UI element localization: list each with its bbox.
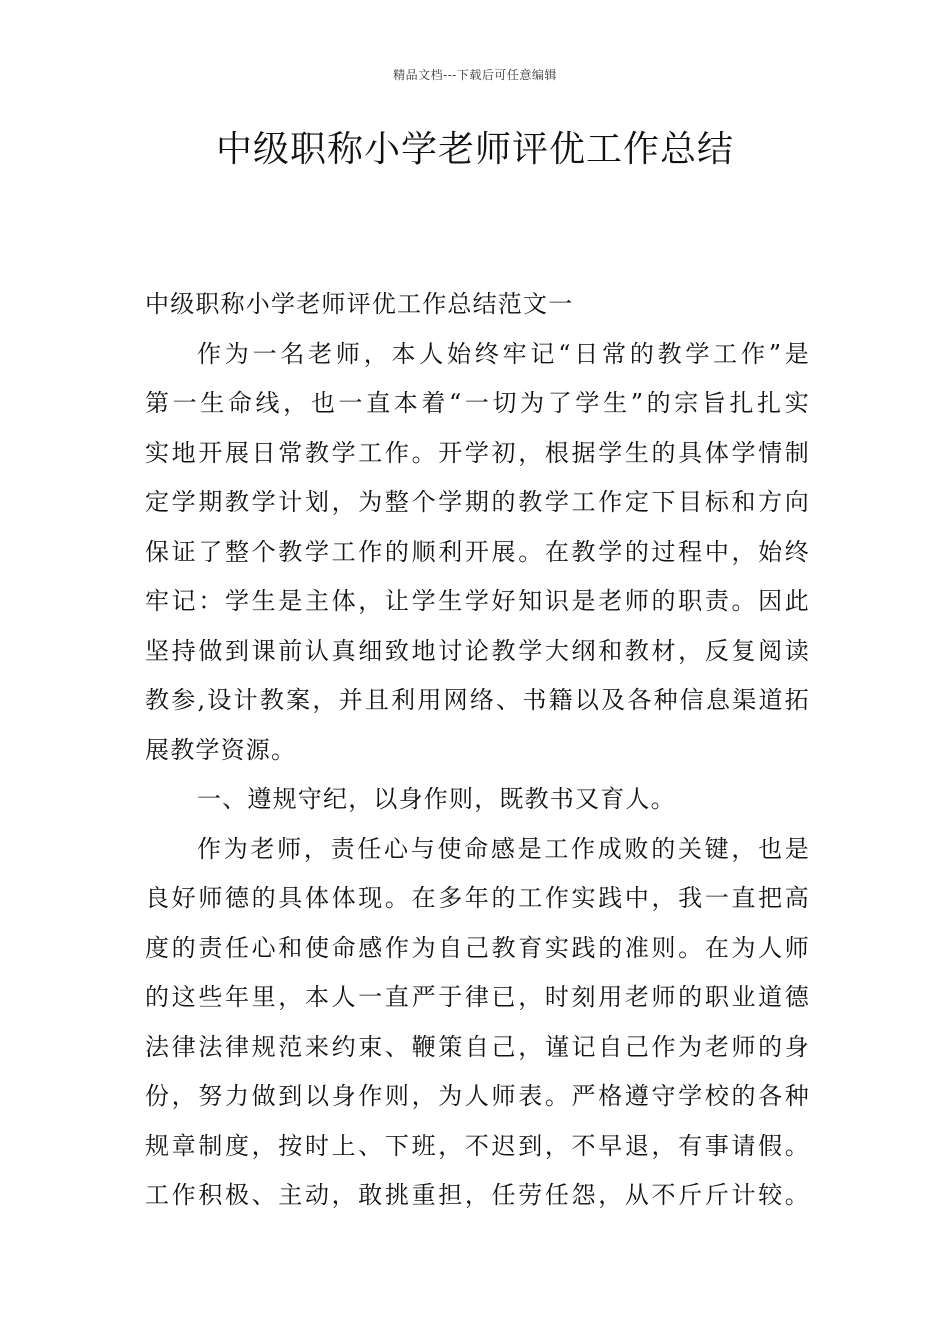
paragraph-line: 第一生命线，也一直本着“一切为了学生”的宗旨扎扎实 [145,389,810,417]
paragraph-line: 定学期教学计划，为整个学期的教学工作定下目标和方向 [145,488,810,516]
document-body [145,280,810,1221]
paragraph-line: 良好师德的具体体现。在多年的工作实践中，我一直把高 [145,884,810,912]
paragraph-line: 工作积极、主动，敢挑重担，任劳任怨，从不斤斤计较。 [145,1181,810,1209]
paragraph-line: 规章制度，按时上、下班，不迟到，不早退，有事请假。 [145,1131,810,1160]
paragraph-line: 作为老师，责任心与使命感是工作成败的关键，也是 [197,834,810,863]
paragraph-line: 牢记：学生是主体，让学生学好知识是老师的职责。因此 [145,587,810,615]
section-heading: 中级职称小学老师评优工作总结范文一 [145,290,574,318]
paragraph-line: 实地开展日常教学工作。开学初，根据学生的具体学情制 [145,438,810,467]
section-heading: 一、遵规守纪，以身作则，既教书又育人。 [197,785,676,813]
document-title: 中级职称小学老师评优工作总结 [215,129,734,170]
paragraph-line: 法律法律规范来约束、鞭策自己，谨记自己作为老师的身 [145,1032,810,1061]
paragraph-line: 坚持做到课前认真细致地讨论教学大纲和教材，反复阅读 [145,636,810,665]
header-note: 精品文档---下载后可任意编辑 [393,68,557,82]
paragraph-line: 度的责任心和使命感作为自己教育实践的准则。在为人师 [145,933,810,962]
paragraph-line: 的这些年里，本人一直严于律已，时刻用老师的职业道德 [145,983,810,1011]
paragraph-line: 份，努力做到以身作则，为人师表。严格遵守学校的各种 [145,1082,810,1110]
paragraph-line: 教参,设计教案，并且利用网络、书籍以及各种信息渠道拓 [145,686,810,714]
paragraph-line: 保证了整个教学工作的顺利开展。在教学的过程中，始终 [145,537,810,566]
paragraph-line: 展教学资源。 [145,735,297,764]
paragraph-line: 作为一名老师，本人始终牢记“日常的教学工作”是 [197,339,810,368]
